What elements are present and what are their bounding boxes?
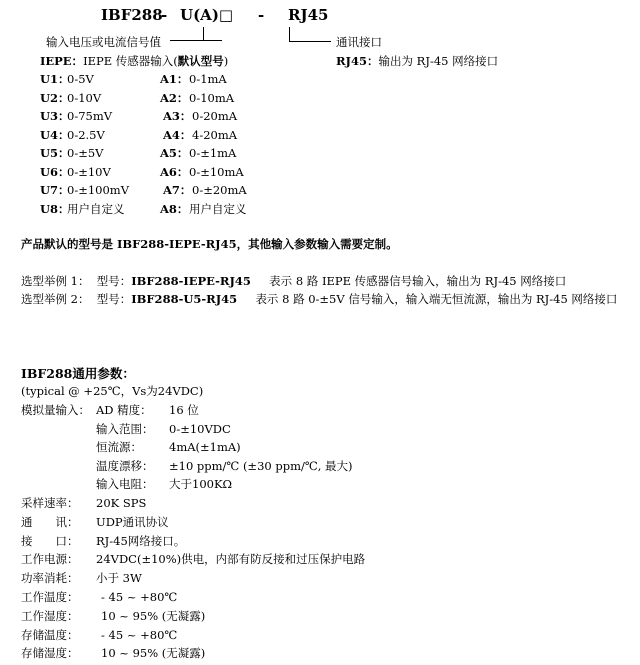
voltage-option-value: 0-±100mV	[67, 183, 129, 197]
voltage-option-value: 0-±5V	[67, 146, 104, 160]
voltage-option-value: 用户自定义	[67, 201, 125, 216]
current-option-code: A7：	[163, 183, 192, 197]
voltage-option-value: 0-±10V	[67, 164, 111, 179]
params-title: IBF288通用参数：	[21, 366, 135, 381]
example-desc: 表示 8 路 IEPE 传感器信号输入，输出为 RJ-45 网络接口	[269, 274, 567, 288]
iepe-text-pre: IEPE 传感器输入(	[83, 54, 178, 68]
voltage-option-code: U7：	[40, 183, 70, 197]
comm-interface-label: 通讯接口	[336, 35, 382, 49]
param-row-value: 10 ~ 95% (无凝露)	[101, 646, 206, 661]
output-bracket-horizontal	[289, 41, 331, 42]
current-option-value: 用户自定义	[189, 201, 247, 216]
model-prefix: IBF288	[101, 6, 163, 24]
analog-param-value: 大于100KΩ	[169, 477, 233, 492]
voltage-option-value: 0-5V	[67, 72, 94, 86]
analog-input-label: 模拟量输入：	[21, 403, 90, 417]
current-option-code: A1：	[160, 72, 189, 86]
voltage-option-code: U5：	[40, 146, 70, 160]
analog-param-value: 4mA(±1mA)	[169, 440, 241, 455]
input-bracket-horizontal	[170, 40, 222, 41]
params-subtitle: (typical @ +25℃，Vs为24VDC)	[21, 384, 204, 398]
current-option-value: 4-20mA	[192, 127, 238, 142]
analog-param-name: AD 精度：	[96, 403, 152, 417]
voltage-option-code: U1：	[40, 72, 70, 86]
current-option-code: A6：	[160, 164, 189, 179]
param-row-name: 存储湿度：	[21, 646, 79, 661]
param-row-name: 功率消耗：	[21, 571, 79, 586]
param-row-value: RJ-45网络接口。	[96, 533, 186, 548]
current-option-code: A3：	[163, 109, 192, 123]
analog-param-name: 输入电阻：	[96, 477, 154, 492]
param-row-name: 工作温度：	[21, 590, 79, 604]
param-row-name: 接 口：	[21, 533, 79, 548]
iepe-text-default: 默认型号	[177, 54, 224, 68]
example-model: IBF288-U5-RJ45	[131, 292, 238, 306]
example-model-label: 型号：	[96, 274, 132, 288]
param-row-name: 存储温度：	[21, 627, 79, 642]
model-input-part: U(A)□	[180, 6, 234, 24]
output-bracket-vertical	[289, 27, 290, 41]
current-option-code: A5：	[160, 146, 189, 160]
current-option-value: 0-1mA	[189, 72, 227, 86]
example-desc: 表示 8 路 0-±5V 信号输入，输入端无恒流源，输出为 RJ-45 网络接口	[255, 292, 618, 306]
param-row-name: 工作湿度：	[21, 608, 79, 623]
voltage-option-code: U4：	[40, 127, 70, 142]
param-row-value: UDP通讯协议	[96, 514, 169, 529]
example-2	[21, 294, 617, 306]
rj45-text: 输出为 RJ-45 网络接口	[378, 54, 499, 68]
analog-param-value: ±10 ppm/℃ (±30 ppm/℃, 最大)	[169, 458, 353, 473]
analog-param-value: 16 位	[169, 403, 199, 417]
input-signal-label: 输入电压或电流信号值	[46, 35, 161, 49]
current-option-value: 0-10mA	[189, 90, 235, 105]
param-row-value: 20K SPS	[96, 496, 147, 510]
analog-param-name: 输入范围：	[96, 421, 154, 436]
current-option-code: A4：	[163, 127, 192, 142]
example-label: 选型举例 1：	[21, 274, 90, 288]
example-label: 选型举例 2：	[21, 292, 90, 306]
current-option-value: 0-20mA	[192, 109, 238, 123]
voltage-option-value: 0-75mV	[67, 109, 113, 123]
param-row-value: 10 ~ 95% (无凝露)	[101, 608, 206, 623]
rj45-option	[336, 56, 498, 68]
voltage-option-value: 0-2.5V	[67, 127, 105, 142]
current-option-code: A2：	[160, 90, 189, 105]
param-row-name: 采样速率：	[21, 496, 79, 510]
param-row-value: 24VDC(±10%)供电，内部有防反接和过压保护电路	[96, 552, 366, 567]
model-output-part: RJ45	[288, 6, 329, 24]
model-dash-1: -	[161, 6, 168, 24]
default-model-note: 产品默认的型号是 IBF288-IEPE-RJ45，其他输入参数输入需要定制。	[21, 237, 398, 251]
example-1	[21, 276, 566, 288]
param-row-value: 小于 3W	[96, 571, 142, 586]
param-row-name: 通 讯：	[21, 514, 79, 529]
current-option-value: 0-±1mA	[189, 146, 237, 160]
current-option-code: A8：	[160, 201, 189, 216]
current-option-value: 0-±20mA	[192, 183, 247, 197]
voltage-option-code: U3：	[40, 109, 70, 123]
iepe-text-post: )	[223, 54, 229, 68]
analog-param-name: 温度漂移：	[96, 458, 154, 473]
example-model: IBF288-IEPE-RJ45	[131, 274, 251, 288]
example-model-label: 型号：	[96, 292, 132, 306]
input-bracket-vertical	[203, 27, 204, 40]
voltage-option-code: U8：	[40, 201, 70, 216]
voltage-option-value: 0-10V	[67, 90, 102, 105]
model-dash-2: -	[258, 6, 265, 24]
analog-param-value: 0-±10VDC	[169, 421, 231, 436]
rj45-code: RJ45：	[336, 54, 379, 68]
param-row-value: - 45 ~ +80℃	[101, 627, 178, 642]
voltage-option-code: U6：	[40, 164, 70, 179]
analog-param-name: 恒流源：	[96, 440, 142, 455]
iepe-option	[40, 56, 228, 68]
current-option-value: 0-±10mA	[189, 164, 244, 179]
voltage-option-code: U2：	[40, 90, 70, 105]
param-row-value: - 45 ~ +80℃	[101, 590, 178, 604]
iepe-code: IEPE：	[40, 54, 84, 68]
param-row-name: 工作电源：	[21, 552, 79, 567]
